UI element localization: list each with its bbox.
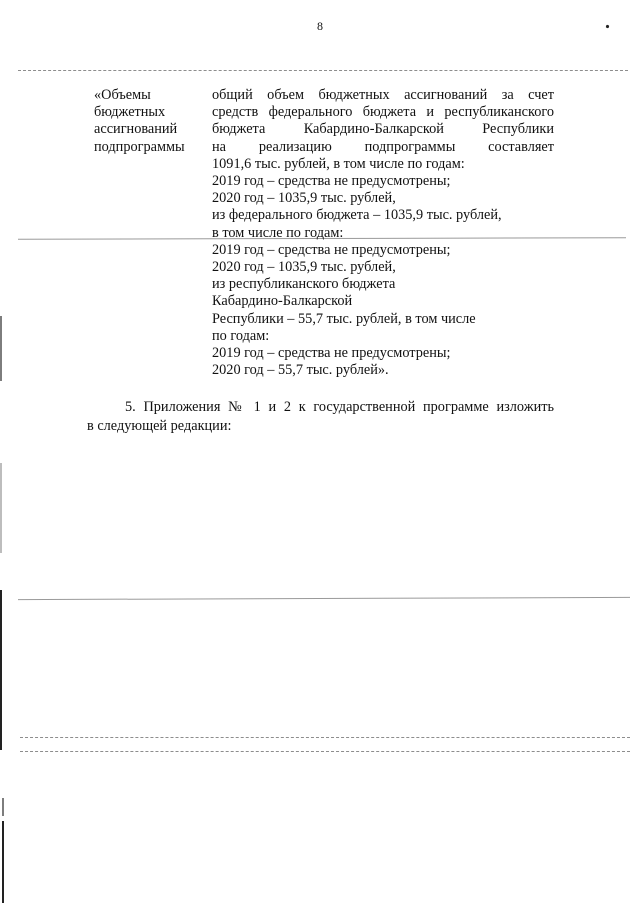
paragraph-5 [87,398,554,436]
label-line: подпрограммы [94,138,185,155]
scan-artifact-line [20,751,630,752]
table-value-cell [212,87,554,379]
scan-artifact-edge [0,316,2,381]
value-line: 2019 год – средства не предусмотрены; [212,345,451,362]
value-line: 2019 год – средства не предусмотрены; [212,241,451,258]
value-line: 1091,6 тыс. рублей, в том числе по годам: [212,155,465,172]
value-line: в том числе по годам: [212,224,344,241]
scan-artifact-line [20,737,630,738]
value-line: 2019 год – средства не предусмотрены; [212,173,451,190]
value-line: средств федерального бюджета и республиканского [212,104,554,121]
value-line: по годам: [212,327,270,344]
paragraph-line: 5. Приложения № 1 и 2 к государственной программе изложить [125,399,554,415]
scan-artifact-edge [2,798,4,816]
value-line: из федерального бюджета – 1035,9 тыс. рублей, [212,207,502,224]
table-row [94,87,554,379]
label-line: бюджетных [94,104,166,121]
subprogram-funding-table [94,87,554,379]
value-line: Республики – 55,7 тыс. рублей, в том числе [212,310,476,327]
value-line: бюджета Кабардино-Балкарской Республики [212,121,554,138]
value-line: из республиканского бюджета [212,276,396,293]
value-line: общий объем бюджетных ассигнований за счет [212,87,554,103]
scan-artifact-line [18,70,628,71]
value-line: Кабардино-Балкарской [212,293,353,310]
value-line: 2020 год – 1035,9 тыс. рублей, [212,259,396,276]
scan-artifact-edge [0,590,2,750]
value-line: 2020 год – 1035,9 тыс. рублей, [212,190,396,207]
value-line: 2020 год – 55,7 тыс. рублей». [212,362,389,379]
scan-artifact-edge [0,463,2,553]
value-line: на реализацию подпрограммы составляет [212,138,554,155]
scan-artifact-edge [2,821,4,903]
paragraph-line: в следующей редакции: [87,418,232,434]
label-line: ассигнований [94,121,178,138]
scan-artifact-line [18,597,630,600]
table-label-cell [94,87,212,379]
page-number: 8 [317,19,323,33]
label-line: «Объемы [94,87,151,103]
